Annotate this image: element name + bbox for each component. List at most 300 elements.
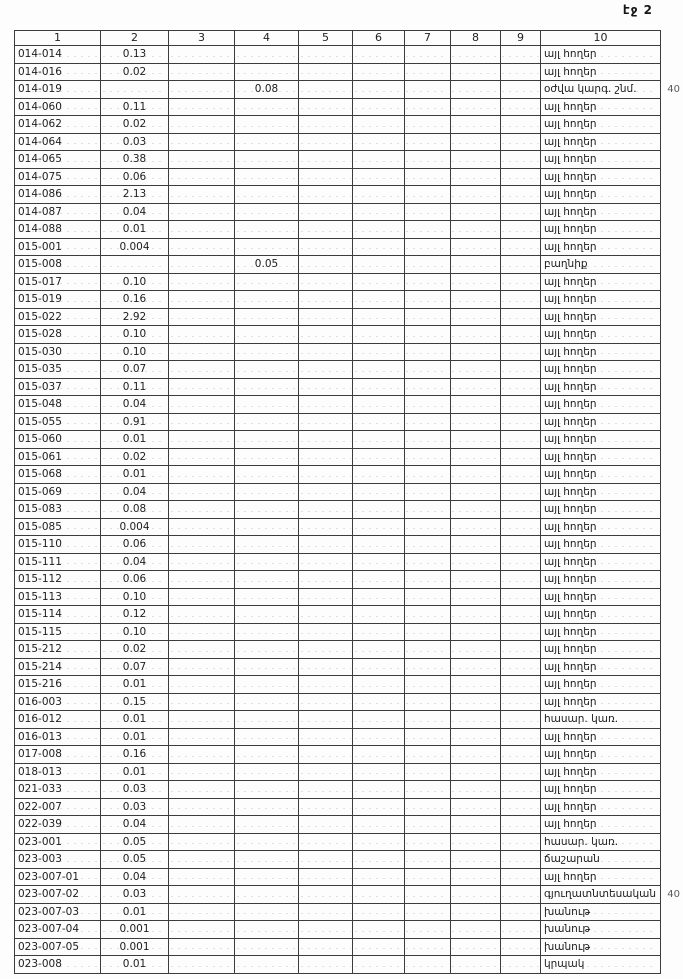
value-cell	[169, 448, 235, 466]
value-cell	[405, 133, 451, 151]
value-cell	[501, 588, 541, 606]
parcel-code-cell: 015-017	[15, 273, 101, 291]
value-cell	[169, 921, 235, 939]
value-cell	[235, 203, 299, 221]
value-cell	[451, 466, 501, 484]
value-cell	[451, 133, 501, 151]
value-cell	[405, 116, 451, 134]
value-cell	[169, 168, 235, 186]
value-cell	[451, 238, 501, 256]
table-row	[15, 291, 661, 309]
parcel-code-cell: 015-037	[15, 378, 101, 396]
value-cell	[169, 378, 235, 396]
value-cell	[501, 343, 541, 361]
value-cell	[299, 98, 353, 116]
value-cell	[169, 466, 235, 484]
value-cell	[451, 448, 501, 466]
value-cell	[235, 851, 299, 869]
land-use-cell: այլ հողեր	[541, 116, 661, 134]
value-cell: 0.01	[101, 903, 169, 921]
value-cell	[299, 326, 353, 344]
value-cell	[501, 203, 541, 221]
value-cell	[405, 956, 451, 974]
parcel-code-cell: 015-068	[15, 466, 101, 484]
land-use-cell: այլ հողեր	[541, 816, 661, 834]
value-cell: 0.10	[101, 273, 169, 291]
land-use-cell: այլ հողեր	[541, 46, 661, 64]
parcel-code-cell: 022-007	[15, 798, 101, 816]
value-cell	[235, 378, 299, 396]
value-cell	[169, 291, 235, 309]
value-cell	[405, 238, 451, 256]
column-header: 1	[15, 31, 101, 46]
value-cell	[299, 921, 353, 939]
value-cell	[451, 886, 501, 904]
value-cell	[451, 291, 501, 309]
value-cell	[299, 903, 353, 921]
value-cell	[299, 413, 353, 431]
value-cell	[299, 711, 353, 729]
value-cell	[501, 868, 541, 886]
value-cell	[235, 623, 299, 641]
value-cell	[235, 501, 299, 519]
value-cell: 0.05	[235, 256, 299, 274]
table-row	[15, 536, 661, 554]
value-cell	[353, 361, 405, 379]
value-cell	[405, 81, 451, 99]
value-cell	[501, 728, 541, 746]
value-cell	[169, 431, 235, 449]
value-cell	[169, 938, 235, 956]
land-use-cell: այլ հողեր	[541, 658, 661, 676]
value-cell	[353, 868, 405, 886]
value-cell: 0.004	[101, 518, 169, 536]
table-row	[15, 501, 661, 519]
value-cell	[235, 746, 299, 764]
land-use-cell: այլ հողեր	[541, 763, 661, 781]
parcel-code-cell: 015-001	[15, 238, 101, 256]
value-cell	[451, 781, 501, 799]
table-row	[15, 186, 661, 204]
value-cell	[169, 501, 235, 519]
value-cell	[501, 676, 541, 694]
value-cell	[451, 693, 501, 711]
table-body	[15, 46, 661, 974]
table-row	[15, 938, 661, 956]
value-cell	[235, 431, 299, 449]
value-cell: 0.01	[101, 711, 169, 729]
value-cell	[451, 571, 501, 589]
table-row	[15, 693, 661, 711]
value-cell	[169, 396, 235, 414]
value-cell: 0.91	[101, 413, 169, 431]
value-cell	[501, 851, 541, 869]
value-cell	[451, 483, 501, 501]
value-cell	[353, 641, 405, 659]
value-cell	[299, 816, 353, 834]
value-cell	[405, 256, 451, 274]
value-cell: 0.05	[101, 833, 169, 851]
value-cell	[169, 186, 235, 204]
land-use-cell: ճաշարան	[541, 851, 661, 869]
value-cell	[501, 623, 541, 641]
value-cell: 0.16	[101, 746, 169, 764]
value-cell: 0.07	[101, 658, 169, 676]
value-cell	[235, 886, 299, 904]
value-cell	[501, 833, 541, 851]
value-cell	[405, 98, 451, 116]
parcel-code-cell: 021-033	[15, 781, 101, 799]
value-cell	[235, 238, 299, 256]
column-header: 6	[353, 31, 405, 46]
value-cell	[169, 536, 235, 554]
value-cell	[299, 886, 353, 904]
table-row	[15, 553, 661, 571]
value-cell	[353, 658, 405, 676]
value-cell	[235, 641, 299, 659]
table-row	[15, 746, 661, 764]
value-cell: 0.04	[101, 816, 169, 834]
table-row	[15, 238, 661, 256]
column-header: 3	[169, 31, 235, 46]
value-cell	[169, 868, 235, 886]
value-cell	[235, 693, 299, 711]
value-cell	[235, 273, 299, 291]
parcel-code-cell: 015-110	[15, 536, 101, 554]
value-cell	[235, 46, 299, 64]
value-cell	[405, 308, 451, 326]
value-cell	[353, 186, 405, 204]
value-cell: 0.01	[101, 763, 169, 781]
land-use-cell: օժվա կարգ. շնմ.	[541, 81, 661, 99]
table-row	[15, 308, 661, 326]
value-cell	[235, 186, 299, 204]
table-row	[15, 623, 661, 641]
table-row	[15, 728, 661, 746]
land-use-cell: բաղնիք	[541, 256, 661, 274]
value-cell	[353, 483, 405, 501]
value-cell: 0.05	[101, 851, 169, 869]
value-cell	[169, 798, 235, 816]
land-use-cell: այլ հողեր	[541, 746, 661, 764]
value-cell	[169, 81, 235, 99]
value-cell	[501, 448, 541, 466]
value-cell	[353, 501, 405, 519]
parcel-code-cell: 015-111	[15, 553, 101, 571]
value-cell	[299, 308, 353, 326]
value-cell	[405, 798, 451, 816]
value-cell: 0.04	[101, 868, 169, 886]
value-cell	[169, 588, 235, 606]
land-use-cell: այլ հողեր	[541, 693, 661, 711]
value-cell	[451, 921, 501, 939]
value-cell	[405, 693, 451, 711]
value-cell	[451, 658, 501, 676]
value-cell	[299, 833, 353, 851]
value-cell	[169, 658, 235, 676]
value-cell	[451, 203, 501, 221]
value-cell	[501, 746, 541, 764]
value-cell	[299, 378, 353, 396]
value-cell	[451, 361, 501, 379]
parcel-code-cell: 016-012	[15, 711, 101, 729]
value-cell	[299, 851, 353, 869]
parcel-code-cell: 014-014	[15, 46, 101, 64]
value-cell	[353, 273, 405, 291]
table-row	[15, 343, 661, 361]
value-cell	[235, 168, 299, 186]
value-cell	[299, 588, 353, 606]
value-cell	[353, 448, 405, 466]
value-cell	[353, 886, 405, 904]
value-cell	[299, 781, 353, 799]
value-cell	[501, 658, 541, 676]
parcel-code-cell: 015-048	[15, 396, 101, 414]
value-cell	[451, 518, 501, 536]
value-cell	[451, 186, 501, 204]
value-cell	[235, 711, 299, 729]
value-cell	[235, 343, 299, 361]
value-cell	[299, 396, 353, 414]
value-cell	[405, 763, 451, 781]
value-cell	[353, 536, 405, 554]
value-cell	[353, 571, 405, 589]
value-cell: 0.02	[101, 116, 169, 134]
value-cell	[299, 676, 353, 694]
value-cell	[299, 291, 353, 309]
value-cell	[235, 728, 299, 746]
value-cell	[353, 781, 405, 799]
table-row	[15, 133, 661, 151]
value-cell	[353, 606, 405, 624]
value-cell	[299, 343, 353, 361]
parcel-code-cell: 014-062	[15, 116, 101, 134]
parcel-code-cell: 023-007-01	[15, 868, 101, 886]
value-cell	[405, 343, 451, 361]
value-cell	[169, 851, 235, 869]
parcel-code-cell: 015-085	[15, 518, 101, 536]
value-cell	[169, 816, 235, 834]
value-cell	[353, 168, 405, 186]
value-cell	[353, 116, 405, 134]
value-cell	[501, 116, 541, 134]
value-cell	[451, 851, 501, 869]
value-cell	[299, 693, 353, 711]
value-cell	[235, 133, 299, 151]
value-cell	[299, 798, 353, 816]
value-cell	[235, 921, 299, 939]
value-cell: 0.11	[101, 98, 169, 116]
column-header: 8	[451, 31, 501, 46]
value-cell	[405, 378, 451, 396]
value-cell	[169, 326, 235, 344]
table-row	[15, 151, 661, 169]
land-use-cell: այլ հողեր	[541, 221, 661, 239]
land-use-cell: այլ հողեր	[541, 308, 661, 326]
value-cell	[353, 308, 405, 326]
value-cell	[405, 46, 451, 64]
value-cell	[353, 413, 405, 431]
value-cell	[405, 168, 451, 186]
table-row	[15, 326, 661, 344]
value-cell	[405, 903, 451, 921]
value-cell	[353, 466, 405, 484]
value-cell: 0.08	[101, 501, 169, 519]
value-cell	[451, 938, 501, 956]
value-cell	[235, 536, 299, 554]
value-cell: 0.03	[101, 781, 169, 799]
value-cell	[235, 676, 299, 694]
value-cell	[405, 221, 451, 239]
value-cell	[299, 746, 353, 764]
value-cell	[353, 98, 405, 116]
column-header: 5	[299, 31, 353, 46]
margin-note: 40	[667, 84, 680, 95]
value-cell	[353, 238, 405, 256]
value-cell	[451, 903, 501, 921]
value-cell	[405, 728, 451, 746]
value-cell	[501, 536, 541, 554]
value-cell	[353, 746, 405, 764]
parcel-code-cell: 015-212	[15, 641, 101, 659]
value-cell	[451, 98, 501, 116]
value-cell: 0.01	[101, 728, 169, 746]
value-cell	[353, 816, 405, 834]
table-row	[15, 903, 661, 921]
value-cell: 0.02	[101, 448, 169, 466]
value-cell	[299, 168, 353, 186]
parcel-code-cell: 015-069	[15, 483, 101, 501]
parcel-code-cell: 014-019	[15, 81, 101, 99]
value-cell: 0.02	[101, 63, 169, 81]
value-cell	[101, 256, 169, 274]
value-cell	[451, 623, 501, 641]
value-cell	[501, 553, 541, 571]
land-use-cell: այլ հողեր	[541, 343, 661, 361]
land-use-cell: կրպակ	[541, 956, 661, 974]
value-cell	[353, 553, 405, 571]
value-cell	[501, 431, 541, 449]
table-row	[15, 886, 661, 904]
value-cell	[501, 221, 541, 239]
land-use-cell: այլ հողեր	[541, 186, 661, 204]
value-cell	[235, 116, 299, 134]
land-use-cell: այլ հողեր	[541, 203, 661, 221]
land-use-cell: այլ հողեր	[541, 413, 661, 431]
land-use-cell: գյուղատնտեսական	[541, 886, 661, 904]
value-cell	[405, 483, 451, 501]
value-cell	[299, 221, 353, 239]
value-cell	[501, 238, 541, 256]
value-cell	[451, 168, 501, 186]
value-cell	[353, 343, 405, 361]
value-cell	[169, 203, 235, 221]
parcel-code-cell: 023-003	[15, 851, 101, 869]
value-cell: 0.01	[101, 676, 169, 694]
value-cell	[169, 956, 235, 974]
table-row	[15, 676, 661, 694]
value-cell	[451, 273, 501, 291]
value-cell	[235, 658, 299, 676]
value-cell	[235, 291, 299, 309]
parcel-code-cell: 015-083	[15, 501, 101, 519]
value-cell	[451, 868, 501, 886]
parcel-code-cell: 015-060	[15, 431, 101, 449]
table-row	[15, 711, 661, 729]
value-cell	[451, 343, 501, 361]
value-cell: 0.13	[101, 46, 169, 64]
value-cell	[405, 816, 451, 834]
parcel-code-cell: 015-019	[15, 291, 101, 309]
value-cell	[353, 728, 405, 746]
parcel-code-cell: 018-013	[15, 763, 101, 781]
value-cell	[235, 781, 299, 799]
parcel-code-cell: 014-065	[15, 151, 101, 169]
value-cell	[299, 536, 353, 554]
table-row	[15, 641, 661, 659]
value-cell	[299, 518, 353, 536]
value-cell: 0.15	[101, 693, 169, 711]
parcel-code-cell: 014-064	[15, 133, 101, 151]
value-cell	[501, 396, 541, 414]
column-header: 10	[541, 31, 661, 46]
value-cell	[353, 956, 405, 974]
parcel-code-cell: 023-008	[15, 956, 101, 974]
value-cell	[235, 361, 299, 379]
parcel-code-cell: 014-075	[15, 168, 101, 186]
value-cell: 0.16	[101, 291, 169, 309]
parcel-code-cell: 015-112	[15, 571, 101, 589]
land-use-cell: այլ հողեր	[541, 781, 661, 799]
parcel-code-cell: 014-060	[15, 98, 101, 116]
value-cell	[501, 308, 541, 326]
value-cell	[501, 693, 541, 711]
value-cell	[405, 151, 451, 169]
land-use-cell: այլ հողեր	[541, 273, 661, 291]
value-cell	[353, 221, 405, 239]
value-cell	[405, 781, 451, 799]
table-row	[15, 833, 661, 851]
value-cell	[353, 711, 405, 729]
value-cell	[235, 518, 299, 536]
value-cell	[235, 833, 299, 851]
parcel-code-cell: 016-013	[15, 728, 101, 746]
value-cell	[501, 466, 541, 484]
value-cell: 0.04	[101, 396, 169, 414]
land-use-cell: այլ հողեր	[541, 133, 661, 151]
value-cell: 0.01	[101, 221, 169, 239]
table-row	[15, 606, 661, 624]
value-cell	[101, 81, 169, 99]
value-cell	[451, 151, 501, 169]
value-cell	[169, 641, 235, 659]
value-cell	[169, 553, 235, 571]
value-cell: 0.38	[101, 151, 169, 169]
value-cell	[235, 816, 299, 834]
parcel-code-cell: 016-003	[15, 693, 101, 711]
value-cell	[501, 413, 541, 431]
value-cell	[501, 63, 541, 81]
value-cell	[299, 571, 353, 589]
value-cell	[299, 868, 353, 886]
value-cell	[405, 413, 451, 431]
value-cell	[451, 326, 501, 344]
value-cell	[501, 133, 541, 151]
value-cell	[353, 431, 405, 449]
value-cell: 0.03	[101, 133, 169, 151]
land-use-cell: այլ հողեր	[541, 571, 661, 589]
value-cell	[299, 728, 353, 746]
